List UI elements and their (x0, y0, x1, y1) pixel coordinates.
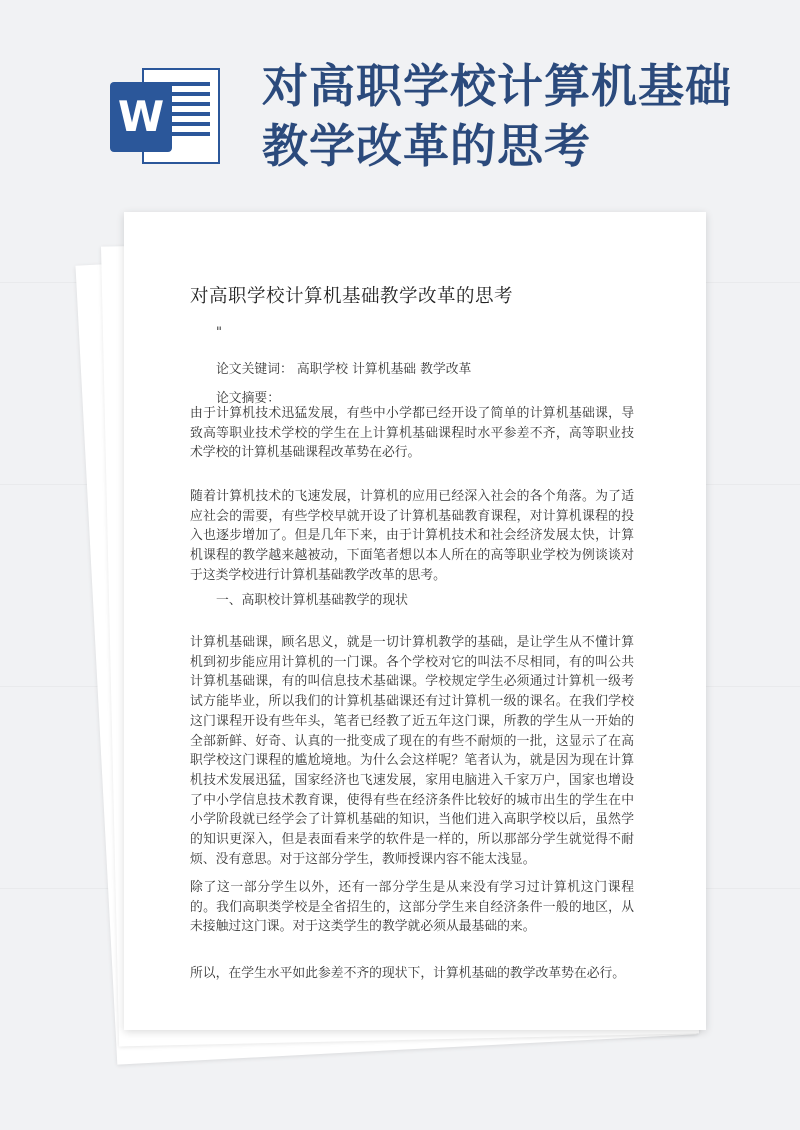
word-logo-icon (110, 68, 220, 164)
header-title (262, 56, 782, 176)
body-paragraph: 随着计算机技术的飞速发展，计算机的应用已经深入社会的各个角落。为了适应社会的需要，有些学校早就开设了计算机基础教育课程，对计算机课程的投入也逐步增加了。但是几年下来，由于计算机技术和社会经济发展太快，计算机课程的教学越来越被动，下面笔者想以本人所在的高等职业学校为例谈谈对于这类学校进行计算机基础教学改革的思考。 (190, 489, 634, 583)
document-title: 对高职学校计算机基础教学改革的思考 (190, 286, 514, 307)
body-paragraph: 所以，在学生水平如此参差不齐的现状下，计算机基础的教学改革势在必行。 (190, 966, 626, 981)
quote-mark: " (216, 325, 222, 340)
keywords-line: 论文关键词： 高职学校 计算机基础 教学改革 (216, 362, 472, 377)
word-badge: W (110, 82, 172, 152)
abstract-label: 论文摘要： (216, 391, 280, 406)
header-title-line1: 对高职学校计算机基础 (262, 59, 732, 113)
document-page (124, 212, 706, 1030)
body-paragraph: 除了这一部分学生以外，还有一部分学生是从来没有学习过计算机这门课程的。我们高职类学校是全省招生的，这部分学生来自经济条件一般的地区，从未接触过这门课。对于这类学生的教学就必须从最基础的来。 (190, 880, 634, 935)
section-heading: 一、高职校计算机基础教学的现状 (216, 593, 408, 608)
abstract-paragraph: 由于计算机技术迅猛发展，有些中小学都已经开设了简单的计算机基础课，导致高等职业技术学校的学生在上计算机基础课程时水平参差不齐，高等职业技术学校的计算机基础课程改革势在必行。 (190, 406, 634, 461)
body-paragraph: 计算机基础课，顾名思义，就是一切计算机教学的基础，是让学生从不懂计算机到初步能应用计算机的一门课。各个学校对它的叫法不尽相同，有的叫公共计算机基础课，有的叫信息技术基础课。学校规定学生必须通过计算机一级考试方能毕业，所以我们的计算机基础课还有过计算机一级的课名。在我们学校这门课程开设有些年头，笔者已经教了近五年这门课，所教的学生从一开始的全部新鲜、好奇、认真的一批变成了现在的有些不耐烦的一批，这显示了在高职学校这门课程的尴尬境地。为什么会这样呢？笔者认为，就是因为现在计算机技术发展迅猛，国家经济也飞速发展，家用电脑进入千家万户，国家也增设了中小学信息技术教育课，使得有些在经济条件比较好的城市出生的学生在中小学阶段就已经学会了计算机基础的知识，当他们进入高职学校以后，虽然学的知识更深入，但是表面看来学的软件是一样的，所以那部分学生就觉得不耐烦、没有意思。对于这部分学生，教师授课内容不能太浅显。 (190, 635, 634, 867)
header-title-line2: 教学改革的思考 (262, 119, 591, 173)
